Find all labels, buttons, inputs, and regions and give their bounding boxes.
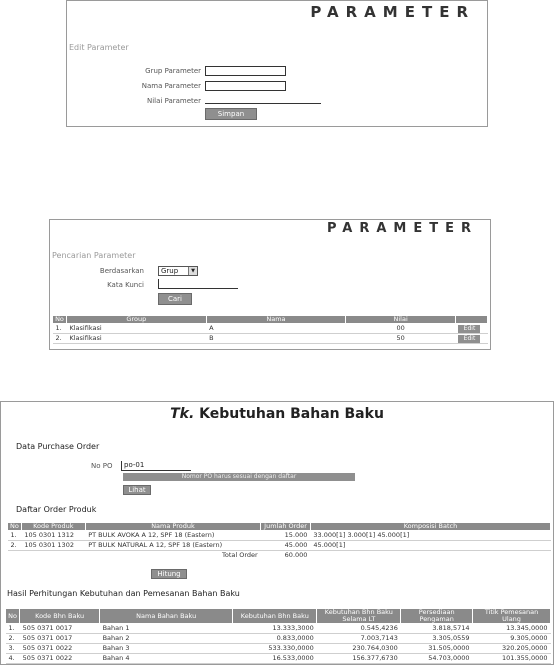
cell-kebutuhan-lt: 156.377,6730 <box>317 654 401 664</box>
cell-no: 1. <box>53 324 67 334</box>
total-row <box>8 551 551 561</box>
table-row <box>53 324 488 334</box>
cell-persediaan: 54.703,0000 <box>401 654 473 664</box>
col-kode-produk: Kode Produk <box>21 523 85 531</box>
panel-title: PARAMETER <box>310 3 475 21</box>
section-label: Pencarian Parameter <box>52 251 136 260</box>
po-label: No PO <box>91 462 113 470</box>
col-nama: Nama <box>206 316 346 324</box>
cell-titik: 320.205,0000 <box>473 644 551 654</box>
edit-parameter-panel <box>66 0 488 127</box>
cell-kebutuhan-lt: 230.764,0300 <box>317 644 401 654</box>
chevron-down-icon[interactable]: ▼ <box>188 267 197 275</box>
cell-nama: PT BULK AVOKA A 12, SPF 18 (Eastern) <box>85 531 261 541</box>
cell-kebutuhan: 533.330,0000 <box>233 644 317 654</box>
title-italic: Tk. <box>170 406 195 422</box>
col-komposisi-batch: Komposisi Batch <box>310 523 550 531</box>
cell-nama: Bahan 2 <box>100 634 233 644</box>
col-no: No <box>6 609 20 624</box>
filter-select-value: Grup <box>161 267 179 275</box>
cell-nilai: 00 <box>346 324 456 334</box>
table-header-row <box>53 316 488 324</box>
cell-nama: B <box>206 334 346 344</box>
edit-button[interactable]: Edit <box>458 335 480 343</box>
table-row <box>6 644 551 654</box>
col-no: No <box>53 316 67 324</box>
panel-title: PARAMETER <box>326 221 478 236</box>
cell-jumlah: 15.000 <box>261 531 311 541</box>
kebutuhan-bahan-baku-panel <box>0 401 554 665</box>
result-table <box>5 608 551 664</box>
cell-nama: A <box>206 324 346 334</box>
cell-kode: 505 0371 0022 <box>20 644 100 654</box>
lihat-button[interactable]: Lihat <box>123 485 151 495</box>
cell-titik: 9.305,0000 <box>473 634 551 644</box>
cell-nama: Bahan 4 <box>100 654 233 664</box>
search-parameter-panel <box>49 219 491 350</box>
po-info-bar: Nomor PO harus sesuai dengan daftar <box>123 473 355 481</box>
page-title <box>1 406 553 422</box>
cell-persediaan: 31.505,0000 <box>401 644 473 654</box>
nilai-parameter-input[interactable] <box>205 103 321 104</box>
cell-kode: 505 0371 0022 <box>20 654 100 664</box>
cell-no: 1. <box>6 624 20 634</box>
cell-persediaan: 3.305,0559 <box>401 634 473 644</box>
col-kode-bhn: Kode Bhn Baku <box>20 609 100 624</box>
cell-titik: 101.355,0000 <box>473 654 551 664</box>
nama-parameter-input[interactable] <box>205 81 286 91</box>
keyword-label: Kata Kunci <box>107 281 144 289</box>
col-kebutuhan: Kebutuhan Bhn Baku <box>233 609 317 624</box>
cell-kebutuhan: 0.833,0000 <box>233 634 317 644</box>
cell-nama: Bahan 1 <box>100 624 233 634</box>
table-header-row <box>6 609 551 624</box>
col-jumlah-order: Jumlah Order <box>261 523 311 531</box>
cell-no: 1. <box>8 531 22 541</box>
keyword-input[interactable] <box>158 279 238 289</box>
col-nama-bahan: Nama Bahan Baku <box>100 609 233 624</box>
grup-parameter-label: Grup Parameter <box>145 67 201 75</box>
cell-nama: Bahan 3 <box>100 644 233 654</box>
cell-kode: 105 0301 1302 <box>21 541 85 551</box>
cell-no: 4. <box>6 654 20 664</box>
cell-no: 3. <box>6 644 20 654</box>
filter-label: Berdasarkan <box>99 267 144 275</box>
col-persediaan: Persediaan Pengaman <box>401 609 473 624</box>
filter-select[interactable] <box>158 266 198 276</box>
po-section-label: Data Purchase Order <box>16 442 100 451</box>
total-label: Total Order <box>222 551 258 559</box>
col-nama-produk: Nama Produk <box>85 523 261 531</box>
cell-group: Klasifikasi <box>66 324 206 334</box>
cell-kebutuhan: 16.533,0000 <box>233 654 317 664</box>
search-button[interactable]: Cari <box>158 293 192 305</box>
cell-no: 2. <box>8 541 22 551</box>
cell-kode: 105 0301 1312 <box>21 531 85 541</box>
cell-jumlah: 45.000 <box>261 541 311 551</box>
cell-nama: PT BULK NATURAL A 12, SPF 18 (Eastern) <box>85 541 261 551</box>
total-value: 60.000 <box>284 551 308 559</box>
po-input[interactable]: po-01 <box>121 461 191 471</box>
table-row <box>8 541 551 551</box>
table-row <box>8 531 551 541</box>
table-row <box>6 624 551 634</box>
save-button[interactable]: Simpan <box>205 108 257 120</box>
table-header-row <box>8 523 551 531</box>
col-kebutuhan-lt: Kebutuhan Bhn Baku Selama LT <box>317 609 401 624</box>
cell-group: Klasifikasi <box>66 334 206 344</box>
cell-komposisi: 45.000[1] <box>310 541 550 551</box>
table-row <box>6 634 551 644</box>
title-rest: Kebutuhan Bahan Baku <box>199 406 384 422</box>
parameter-table <box>52 315 488 344</box>
section-label: Edit Parameter <box>69 43 129 52</box>
cell-kebutuhan-lt: 0.545,4236 <box>317 624 401 634</box>
edit-button[interactable]: Edit <box>458 325 480 333</box>
cell-komposisi: 33.000[1] 3.000[1] 45.000[1] <box>310 531 550 541</box>
nama-parameter-label: Nama Parameter <box>141 82 201 90</box>
table-row <box>6 654 551 664</box>
cell-titik: 13.345,0000 <box>473 624 551 634</box>
col-group: Group <box>66 316 206 324</box>
hitung-button[interactable]: Hitung <box>151 569 187 579</box>
cell-kebutuhan-lt: 7.003,7143 <box>317 634 401 644</box>
cell-persediaan: 3.818,5714 <box>401 624 473 634</box>
grup-parameter-input[interactable] <box>205 66 286 76</box>
col-action <box>455 316 487 324</box>
order-section-label: Daftar Order Produk <box>16 505 97 514</box>
nilai-parameter-label: Nilai Parameter <box>146 97 201 105</box>
order-table <box>7 522 551 560</box>
col-nilai: Nilai <box>346 316 456 324</box>
col-titik-pemesanan: Titik Pemesanan Ulang <box>473 609 551 624</box>
result-table-body <box>6 624 551 664</box>
result-section-label: Hasil Perhitungan Kebutuhan dan Pemesanan Bahan Baku <box>7 589 240 598</box>
cell-kebutuhan: 13.333,3000 <box>233 624 317 634</box>
table-row <box>53 334 488 344</box>
cell-kode: 505 0371 0017 <box>20 624 100 634</box>
cell-kode: 505 0371 0017 <box>20 634 100 644</box>
cell-no: 2. <box>6 634 20 644</box>
col-no: No <box>8 523 22 531</box>
cell-nilai: 50 <box>346 334 456 344</box>
cell-no: 2. <box>53 334 67 344</box>
